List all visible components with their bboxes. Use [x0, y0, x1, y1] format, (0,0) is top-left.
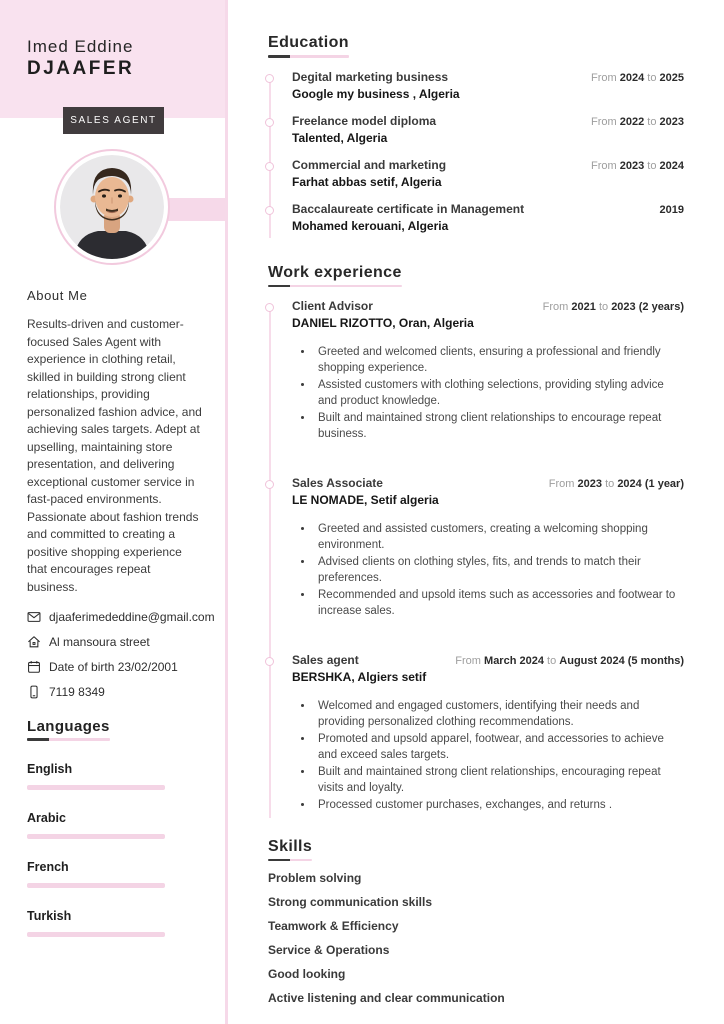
avatar-illustration — [60, 155, 164, 259]
phone-text: 7119 8349 — [49, 684, 105, 699]
email-icon — [27, 610, 41, 624]
language-level-bar — [27, 834, 165, 839]
job-duty: • Processed customer purchases, exchanges, and returns . — [314, 798, 684, 814]
skills-section — [268, 838, 684, 1006]
work-dates: From 2021 to 2023 (2 years) — [542, 301, 684, 313]
education-item — [292, 114, 684, 146]
skill-item: Teamwork & Efficiency — [268, 919, 399, 933]
contact-section — [27, 604, 215, 704]
skill-item: Good looking — [268, 967, 346, 981]
work-timeline — [268, 299, 684, 814]
job-duty: • Built and maintained strong client relationships to encourage repeat business. — [314, 411, 684, 442]
calendar-icon — [27, 660, 41, 674]
job-role: Sales agent — [292, 653, 359, 667]
languages-list — [27, 762, 202, 937]
job-duty: • Promoted and upsold apparel, footwear, and accessories to achieve and exceed sales targets. — [314, 732, 684, 763]
language-level-bar — [27, 883, 165, 888]
sidebar-header — [0, 0, 228, 118]
language-label: Turkish — [27, 908, 72, 923]
work-dates: From 2023 to 2024 (1 year) — [548, 478, 684, 490]
job-duty: • Assisted customers with clothing selections, providing styling advice and product knowledge. — [314, 378, 684, 409]
company-name: BERSHKA, Algiers setif — [292, 670, 427, 684]
about-me-text: Results-driven and customer-focused Sales Agent with experience in clothing retail, skilled in building strong client relationships, providing personalized fashion advice, and achieving sales targets. Adept at upselling, maintaining store presentation, and delivering exceptional customer service in fast-paced environments. Passionate about fashion trends and committed to creating a positive shopping experience that encourages repeat business. — [27, 317, 202, 594]
skills-title: Skills — [268, 838, 312, 862]
work-item — [292, 476, 684, 619]
language-level-bar — [27, 932, 165, 937]
education-item — [292, 202, 684, 234]
job-role: Sales Associate — [292, 476, 383, 490]
job-title-badge: SALES AGENT — [63, 107, 164, 134]
contact-row-phone — [27, 679, 202, 704]
company-name: LE NOMADE, Setif algeria — [292, 493, 439, 507]
job-duty: • Advised clients on clothing styles, fits, and trends to match their preferences. — [314, 555, 684, 586]
phone-icon — [27, 685, 41, 699]
language-label: Arabic — [27, 810, 66, 825]
education-section — [268, 34, 684, 234]
address-text: Al mansoura street — [49, 634, 150, 649]
about-me-title: About Me — [27, 288, 88, 303]
birth-date-text: Date of birth 23/02/2001 — [49, 659, 178, 674]
work-dates: From March 2024 to August 2024 (5 months) — [455, 655, 684, 667]
email-text: djaaferimededdine@gmail.com — [49, 609, 215, 624]
sidebar-body — [0, 268, 228, 937]
home-icon — [27, 635, 41, 649]
degree-title: Commercial and marketing — [292, 157, 447, 172]
job-duty: • Greeted and assisted customers, creating a welcoming shopping environment. — [314, 522, 684, 553]
contact-row-address — [27, 629, 202, 654]
sidebar-divider — [225, 0, 228, 1024]
languages-title: Languages — [27, 718, 110, 741]
education-timeline — [268, 70, 684, 234]
education-dates: 2019 — [659, 203, 684, 216]
language-label: French — [27, 859, 69, 874]
contact-row-birth — [27, 654, 202, 679]
job-duties-list — [292, 522, 684, 619]
school-name: Farhat abbas setif, Algeria — [292, 174, 442, 189]
degree-title: Baccalaureate certificate in Management — [292, 201, 525, 216]
school-name: Talented, Algeria — [292, 130, 388, 145]
work-item — [292, 653, 684, 814]
education-title: Education — [268, 34, 349, 58]
school-name: Google my business , Algeria — [292, 86, 460, 101]
skill-item: Strong communication skills — [268, 895, 433, 909]
job-duty: • Welcomed and engaged customers, identifying their needs and providing personalized clothing recommendations. — [314, 699, 684, 730]
education-dates: From 2022 to 2023 — [590, 115, 684, 128]
main-content — [252, 0, 724, 1015]
job-duty: • Greeted and welcomed clients, ensuring a professional and friendly shopping experience. — [314, 345, 684, 376]
first-name: Imed Eddine — [27, 37, 134, 56]
job-duties-list — [292, 699, 684, 814]
skill-item: Active listening and clear communication — [268, 991, 505, 1005]
job-duty: • Recommended and upsold items such as accessories and footwear to increase sales. — [314, 588, 684, 619]
job-duty: • Built and maintained strong client relationships, encouraging repeat visits and loyalty. — [314, 765, 684, 796]
company-name: DANIEL RIZOTTO, Oran, Algeria — [292, 316, 474, 330]
language-label: English — [27, 761, 73, 776]
sidebar — [0, 0, 228, 1024]
work-experience-section — [268, 264, 684, 814]
language-level-bar — [27, 785, 165, 790]
contact-row-email — [27, 604, 215, 629]
skill-item: Problem solving — [268, 871, 362, 885]
education-dates: From 2024 to 2025 — [590, 71, 684, 84]
school-name: Mohamed kerouani, Algeria — [292, 218, 449, 233]
skills-list — [268, 871, 684, 1005]
job-duties-list — [292, 345, 684, 442]
skill-item: Service & Operations — [268, 943, 390, 957]
job-role: Client Advisor — [292, 299, 373, 313]
education-item — [292, 70, 684, 102]
avatar — [60, 155, 164, 259]
last-name: DJAAFER — [27, 58, 135, 79]
work-item — [292, 299, 684, 442]
education-item — [292, 158, 684, 190]
degree-title: Degital marketing business — [292, 69, 449, 84]
profile-photo — [54, 149, 170, 265]
education-dates: From 2023 to 2024 — [590, 159, 684, 172]
work-experience-title: Work experience — [268, 264, 402, 288]
degree-title: Freelance model diploma — [292, 113, 437, 128]
